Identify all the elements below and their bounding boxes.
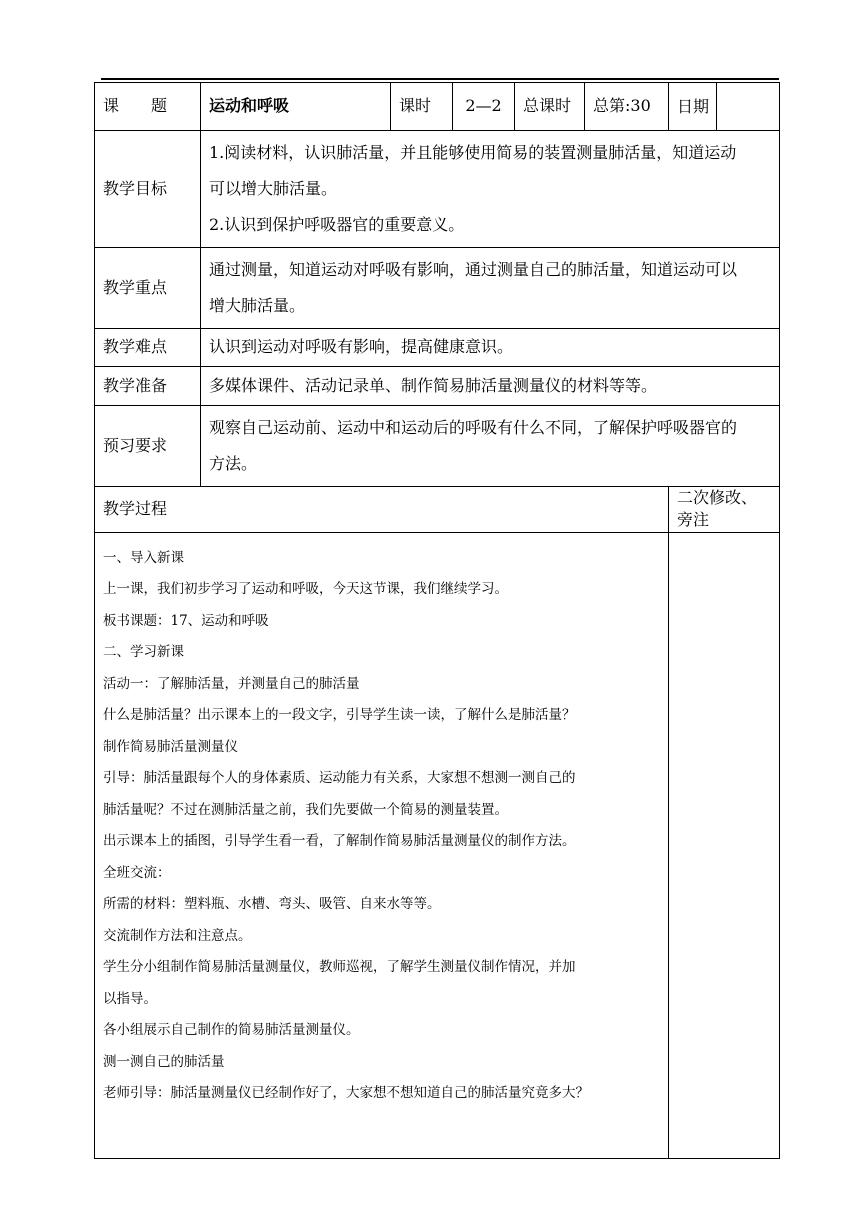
total-value: 总第:30 <box>585 83 669 131</box>
preview-line-2: 方法。 <box>209 454 258 473</box>
process-line: 学生分小组制作简易肺活量测量仪，教师巡视，了解学生测量仪制作情况，并加 <box>103 959 576 976</box>
topic-label: 课 题 <box>95 83 201 131</box>
header-row <box>95 83 780 131</box>
preparation-label: 教学准备 <box>95 367 201 406</box>
preparation-text: 多媒体课件、活动记录单、制作简易肺活量测量仪的材料等等。 <box>201 367 780 406</box>
period-label: 课时 <box>391 83 453 131</box>
header-rule <box>101 78 779 80</box>
process-body-row <box>95 532 780 1158</box>
process-label: 教学过程 <box>95 487 669 533</box>
preview-row <box>95 406 780 487</box>
process-line: 一、导入新课 <box>103 549 184 566</box>
goals-content <box>201 131 780 248</box>
difficulties-row <box>95 329 780 367</box>
process-line: 制作简易肺活量测量仪 <box>103 738 238 755</box>
total-label: 总课时 <box>515 83 585 131</box>
date-label: 日期 <box>669 83 717 131</box>
process-header-row <box>95 487 780 533</box>
process-line: 各小组展示自己制作的简易肺活量测量仪。 <box>103 1022 360 1039</box>
key-points-line-2: 增大肺活量。 <box>209 296 306 315</box>
preview-line-1: 观察自己运动前、运动中和运动后的呼吸有什么不同，了解保护呼吸器官的 <box>209 418 738 437</box>
notes-label: 二次修改、旁注 <box>669 487 780 533</box>
process-line: 老师引导：肺活量测量仪已经制作好了，大家想不想知道自己的肺活量究竟多大？ <box>103 1085 589 1102</box>
key-points-label: 教学重点 <box>95 248 201 329</box>
notes-column <box>669 532 780 1158</box>
process-content <box>95 532 669 1158</box>
date-value <box>717 83 780 131</box>
process-line: 所需的材料：塑料瓶、水槽、弯头、吸管、自来水等等。 <box>103 896 441 913</box>
topic-value: 运动和呼吸 <box>201 83 391 131</box>
process-line: 二、学习新课 <box>103 644 184 661</box>
process-line: 出示课本上的插图，引导学生看一看，了解制作简易肺活量测量仪的制作方法。 <box>103 833 576 850</box>
lesson-plan-table <box>94 82 780 1159</box>
goals-label: 教学目标 <box>95 131 201 248</box>
process-line: 交流制作方法和注意点。 <box>103 927 252 944</box>
process-line: 板书课题：17、运动和呼吸 <box>103 612 269 629</box>
key-points-line-1: 通过测量，知道运动对呼吸有影响，通过测量自己的肺活量，知道运动可以 <box>209 260 738 279</box>
goals-line-2: 可以增大肺活量。 <box>209 179 338 198</box>
goals-row <box>95 131 780 248</box>
process-line: 上一课，我们初步学习了运动和呼吸，今天这节课，我们继续学习。 <box>103 581 508 598</box>
preparation-row <box>95 367 780 406</box>
difficulties-text: 认识到运动对呼吸有影响，提高健康意识。 <box>201 329 780 367</box>
preview-label: 预习要求 <box>95 406 201 487</box>
key-points-content <box>201 248 780 329</box>
process-line: 什么是肺活量？出示课本上的一段文字，引导学生读一读，了解什么是肺活量？ <box>103 707 576 724</box>
difficulties-label: 教学难点 <box>95 329 201 367</box>
process-line: 活动一：了解肺活量，并测量自己的肺活量 <box>103 675 360 692</box>
process-line: 全班交流： <box>103 864 171 881</box>
process-line: 以指导。 <box>103 990 157 1007</box>
process-line: 测一测自己的肺活量 <box>103 1053 225 1070</box>
period-value: 2—2 <box>453 83 515 131</box>
process-line: 引导：肺活量跟每个人的身体素质、运动能力有关系，大家想不想测一测自己的 <box>103 770 576 787</box>
key-points-row <box>95 248 780 329</box>
process-line: 肺活量呢？不过在测肺活量之前，我们先要做一个简易的测量装置。 <box>103 801 508 818</box>
goals-line-1: 1.阅读材料，认识肺活量，并且能够使用简易的装置测量肺活量，知道运动 <box>209 143 737 162</box>
goals-line-3: 2.认识到保护呼吸器官的重要意义。 <box>209 215 465 234</box>
preview-content <box>201 406 780 487</box>
